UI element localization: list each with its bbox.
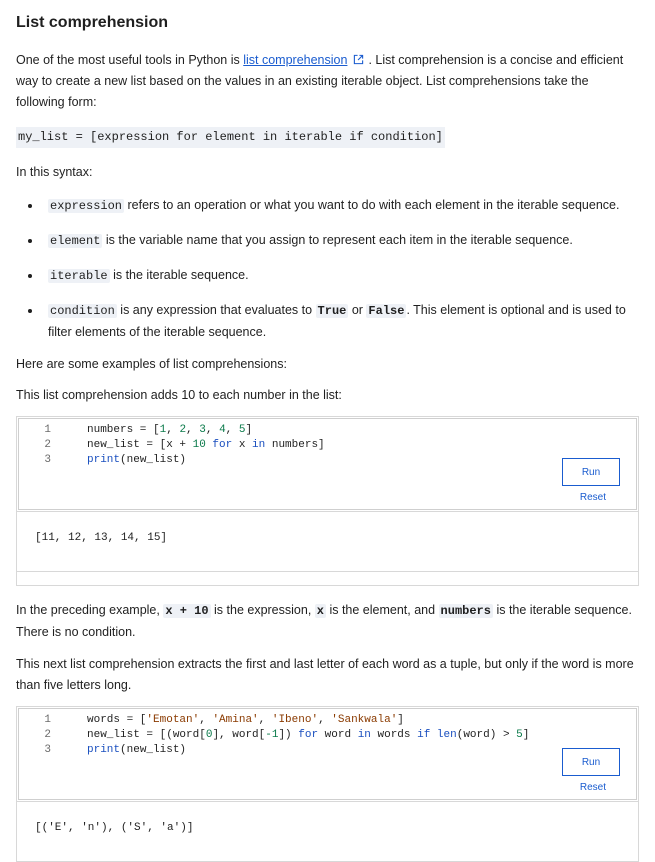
list-comprehension-link[interactable]: list comprehension bbox=[243, 53, 348, 67]
intro-paragraph bbox=[16, 50, 639, 113]
code-line: print(new_list) bbox=[87, 454, 187, 466]
examples-intro: Here are some examples of list comprehensions: bbox=[16, 357, 287, 371]
element-code: x bbox=[316, 604, 324, 618]
line-number: 2 bbox=[44, 729, 51, 741]
term-text: is the variable name that you assign to represent each item in the iterable sequence. bbox=[102, 233, 573, 247]
external-link-icon[interactable] bbox=[353, 54, 364, 65]
term-expression-code: expression bbox=[50, 199, 123, 213]
intro-text-after: . List comprehension is a concise and efficient way to create a new list based on the values in an existing iterable object. List comprehensions take the following form: bbox=[16, 53, 624, 109]
code-output: [11, 12, 13, 14, 15] bbox=[17, 511, 638, 571]
line-numbers bbox=[31, 423, 51, 468]
code-line: numbers = [1, 2, 3, 4, 5] bbox=[87, 424, 253, 436]
syntax-terms-list bbox=[16, 195, 639, 343]
intro-text-before: One of the most useful tools in Python is bbox=[16, 53, 244, 67]
expression-code: x + 10 bbox=[165, 604, 209, 618]
term-text: refers to an operation or what you want to do with each element in the iterable sequence. bbox=[124, 198, 620, 212]
term-text: is the iterable sequence. bbox=[109, 268, 249, 282]
code-output: [('E', 'n'), ('S', 'a')] bbox=[17, 801, 638, 861]
divider bbox=[17, 571, 638, 585]
code-editor[interactable] bbox=[18, 418, 637, 510]
term-element-code: element bbox=[50, 234, 101, 248]
list-item bbox=[24, 300, 639, 343]
code-example-1 bbox=[16, 416, 639, 586]
example1-explanation: In the preceding example, x + 10 is the expression, x is the element, and numbers is the iterable sequence. There is no condition. bbox=[16, 603, 632, 639]
code-line: print(new_list) bbox=[87, 744, 187, 756]
line-number: 1 bbox=[44, 424, 51, 436]
code-line: words = ['Emotan', 'Amina', 'Ibeno', 'Sankwala'] bbox=[87, 714, 404, 726]
term-text: . This element is optional and is used to filter elements of the iterable sequence. bbox=[48, 303, 626, 339]
list-item bbox=[24, 230, 639, 252]
syntax-form: my_list = [expression for element in iterable if condition] bbox=[16, 127, 445, 148]
run-button[interactable]: Run bbox=[562, 458, 620, 486]
code-lines bbox=[87, 713, 529, 758]
term-iterable-code: iterable bbox=[50, 269, 108, 283]
code-editor[interactable] bbox=[18, 708, 637, 800]
line-numbers bbox=[31, 713, 51, 758]
line-number: 1 bbox=[44, 714, 51, 726]
line-number: 3 bbox=[44, 744, 51, 756]
line-number: 2 bbox=[44, 439, 51, 451]
code-line: new_list = [(word[0], word[-1]) for word in words if len(word) > 5] bbox=[87, 729, 530, 741]
false-code: False bbox=[368, 304, 405, 318]
iterable-code: numbers bbox=[440, 604, 491, 618]
code-lines bbox=[87, 423, 325, 468]
term-condition-code: condition bbox=[50, 304, 115, 318]
in-this-syntax-label: In this syntax: bbox=[16, 165, 93, 179]
page-title: List comprehension bbox=[16, 14, 169, 31]
example2-intro: This next list comprehension extracts the first and last letter of each word as a tuple, but only if the word is more than five letters long. bbox=[16, 657, 634, 692]
reset-link[interactable]: Reset bbox=[579, 782, 606, 793]
run-button[interactable]: Run bbox=[562, 748, 620, 776]
list-item bbox=[24, 265, 639, 287]
line-number: 3 bbox=[44, 454, 51, 466]
term-text: is any expression that evaluates to bbox=[116, 303, 316, 317]
reset-link[interactable]: Reset bbox=[579, 492, 606, 503]
term-text: or bbox=[348, 303, 367, 317]
list-item bbox=[24, 195, 639, 217]
example1-intro: This list comprehension adds 10 to each number in the list: bbox=[16, 388, 342, 402]
true-code: True bbox=[317, 304, 347, 318]
code-line: new_list = [x + 10 for x in numbers] bbox=[87, 439, 325, 451]
code-example-2 bbox=[16, 706, 639, 862]
